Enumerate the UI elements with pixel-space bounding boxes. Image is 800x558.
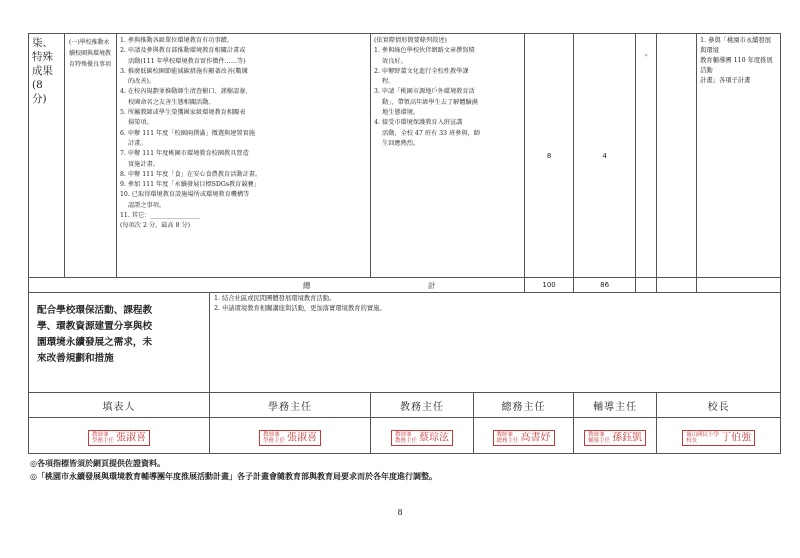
plan-label-cell: 配合學校環保活動、課程教 學、環教資源建置分享與校 園環境永續發展之需求，未 來改善規劃和措施 <box>29 293 210 393</box>
total-max-cell: 100 <box>525 278 574 293</box>
evaluation-table <box>28 33 781 454</box>
score-max-cell: 8 <box>525 34 574 278</box>
seal-stamp: 龜山國民小學 校長 丁伯強 <box>682 430 755 446</box>
total-self-cell: 86 <box>574 278 636 293</box>
footnote: ◎「桃園市永續發展與環境教育輔導團年度推展活動計畫」各子計畫會隨教育部與教育局要求而於各年度進行調整。 <box>30 471 437 481</box>
role-principal: 校長 <box>657 393 781 418</box>
plan-text-cell: 1. 結合社區或民間團體發展環境教育活動。 2. 申請環境教育相關講座與活動，更加落實環境教育的實施。 <box>210 293 781 393</box>
improvement-plan-row <box>29 293 781 393</box>
note-cell: 1. 參與「桃園市永續發展與環境 教育輔導團 110 年度推展活動 計畫」各項子計畫 <box>697 34 781 278</box>
footnote: ◎各項指標皆須於網頁提供佐證資料。 <box>30 459 165 468</box>
criteria-list: 1. 參與推動各級單位環境教育有功事蹟。 2. 申請及參與教育部推動環境教育相關計畫或 活動(111 年學校環境教育實作徵件……等) 3. 推廣低碳校園節能減碳措施有顯著改善(數據 的改善)。 4. 在校內規劃並推動師生清查樹口、謹樹認養、 校園命名之友善生態相關活動。 5. 所屬教師或學生榮獲國家級環境教育相關表 揚榮項。 6. 申辦 111 年度「校園兩撲滿」徵選與建置實施 計畫。 7. 申辦 111 年度桃園市環境教育校園教具營造 實施計畫。 8. 申辦 111 年度「食」在安心食農教育活動計畫。 9. 參加 111 年度「永續發展目標SDGs教育競賽」 10. 已取得環境教育設施場所或環境教育機構等 認證之事項。 11. 其它：________________ (每項次 2 分，最高 8 分) <box>117 34 371 278</box>
role-student-affairs: 學務主任 <box>210 393 371 418</box>
total-label-cell: 總 計 <box>29 278 525 293</box>
role-academic-affairs: 教務主任 <box>371 393 474 418</box>
role-general-affairs: 總務主任 <box>474 393 574 418</box>
seal-stamp: 教師兼 輔導主任 孫鈺凱 <box>584 430 646 446</box>
total-row <box>29 278 781 293</box>
seal-stamp: 教師兼 學務主任 張淑喜 <box>88 430 150 446</box>
role-counseling: 輔導主任 <box>574 393 657 418</box>
blank-cell <box>657 34 697 278</box>
seal-stamp: 教師兼 總務主任 高書妤 <box>493 430 555 446</box>
seal-stamp: 教師兼 學務主任 張淑喜 <box>259 430 321 446</box>
signature-role-row <box>29 393 781 418</box>
item-cell: (一)學校推動永續校園與環境教育特殊優良事項 <box>65 34 117 278</box>
special-achievement-row <box>29 34 781 278</box>
seal-stamp: 教師兼 教務主任 蔡琮泫 <box>391 430 453 446</box>
role-filler: 填表人 <box>29 393 210 418</box>
signature-seal-row <box>29 418 781 454</box>
footnotes <box>30 458 437 483</box>
category-cell: 柒、特殊 成果(8 分) <box>29 34 65 278</box>
evidence-list: (依實際情形簡要條列敘述) 1. 參與綠色學校伙伴網路文章撰寫積 效良好。 2. 申辦野薑文化進行全校性教學課 程。 3. 申請「桃園市源地戶外環境教育活 動」，帶領高年級學生去了解體驗濕 地生態環境。 4. 接受市環境保護教育入班宣講 活動，全校 47 班有 33 班參與，師 生回應熱烈。 <box>371 34 525 278</box>
review-cell: » <box>636 34 657 278</box>
page-number: 8 <box>397 508 403 517</box>
score-self-cell: 4 <box>574 34 636 278</box>
